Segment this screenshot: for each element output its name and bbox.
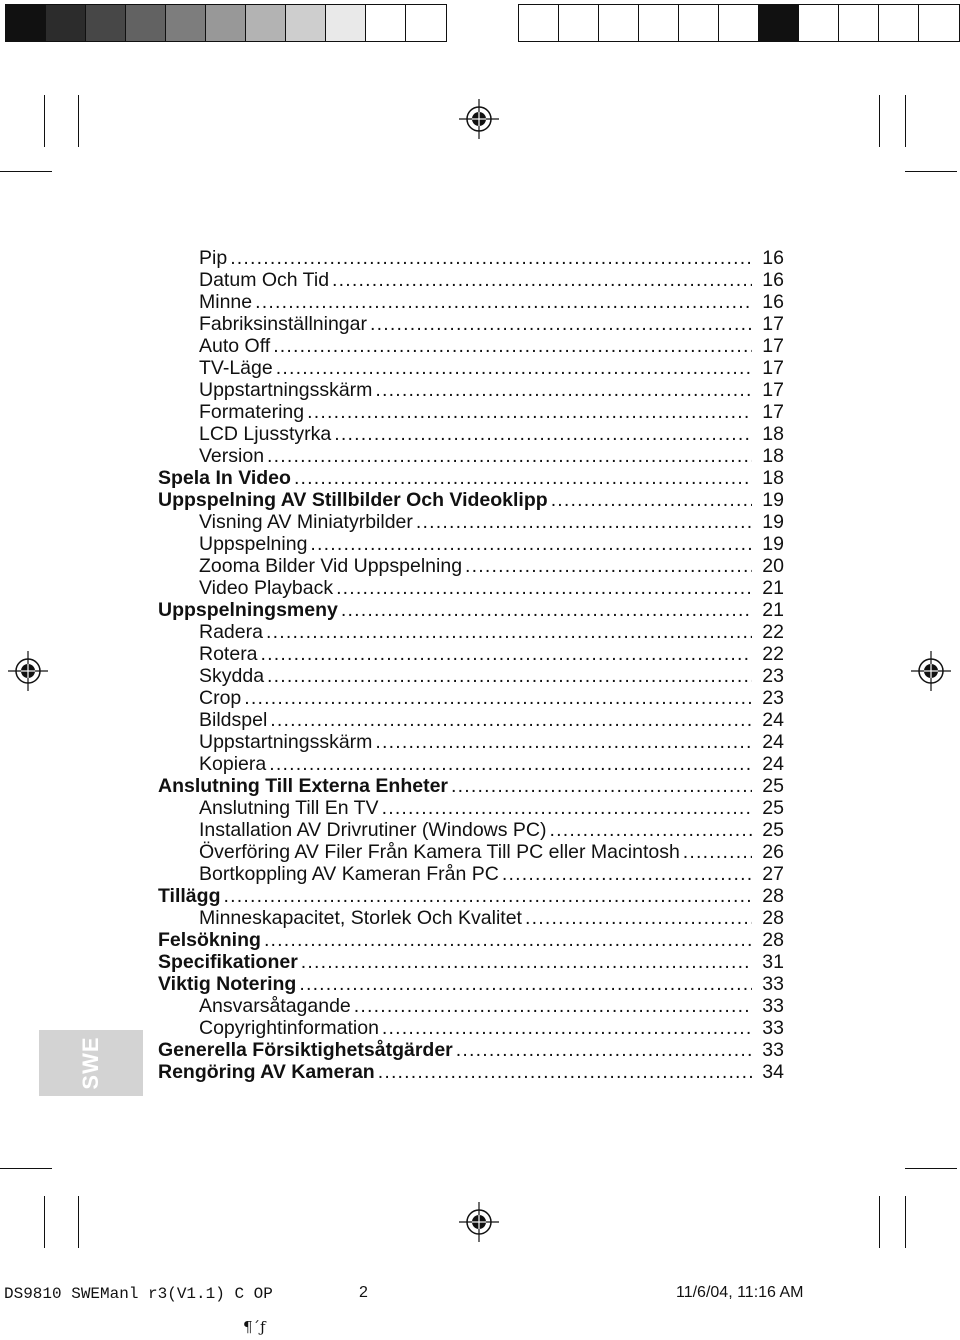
calibration-swatch [799, 5, 839, 41]
toc-entry-title: Tillägg [158, 885, 221, 907]
toc-entry-page: 19 [762, 533, 784, 555]
toc-entry-page: 25 [762, 797, 784, 819]
toc-leader-dots [276, 357, 752, 379]
toc-entry-page: 16 [762, 269, 784, 291]
toc-entry-page: 21 [762, 577, 784, 599]
toc-leader-dots [525, 907, 752, 929]
calibration-swatch [599, 5, 639, 41]
toc-leader-dots [301, 951, 752, 973]
crop-mark [905, 171, 957, 172]
toc-leader-dots [551, 489, 752, 511]
calibration-swatch [639, 5, 679, 41]
crop-mark [905, 95, 906, 147]
footer-page-number: 2 [359, 1284, 368, 1301]
toc-entry-page: 33 [762, 995, 784, 1017]
toc-entry[interactable] [158, 467, 784, 489]
toc-entry-title: Version [199, 445, 265, 467]
toc-entry-page: 18 [762, 423, 784, 445]
toc-entry-title: Specifikationer [158, 951, 298, 973]
toc-leader-dots [336, 577, 752, 599]
toc-entry-page: 22 [762, 643, 784, 665]
toc-entry[interactable] [158, 313, 784, 335]
crop-mark [78, 95, 79, 147]
toc-entry-page: 18 [762, 445, 784, 467]
toc-entry[interactable] [158, 423, 784, 445]
toc-entry[interactable] [158, 511, 784, 533]
toc-leader-dots [269, 753, 752, 775]
toc-leader-dots [416, 511, 752, 533]
toc-entry[interactable] [158, 929, 784, 951]
toc-entry[interactable] [158, 291, 784, 313]
toc-leader-dots [266, 621, 752, 643]
toc-entry-page: 33 [762, 1039, 784, 1061]
toc-entry[interactable] [158, 709, 784, 731]
calibration-swatch [366, 5, 406, 41]
calibration-swatch [206, 5, 246, 41]
toc-entry[interactable] [158, 995, 784, 1017]
calibration-swatch [246, 5, 286, 41]
toc-entry-title: Viktig Notering [158, 973, 297, 995]
toc-leader-dots [334, 423, 752, 445]
toc-leader-dots [341, 599, 752, 621]
toc-entry-title: Minne [199, 291, 253, 313]
toc-entry-page: 23 [762, 665, 784, 687]
crop-mark [44, 1196, 45, 1248]
calibration-swatch [406, 5, 446, 41]
toc-entry-title: Datum Och Tid [199, 269, 330, 291]
toc-entry-title: Installation AV Drivrutiner (Windows PC) [199, 819, 547, 841]
toc-entry-title: Bildspel [199, 709, 268, 731]
toc-entry-title: Pip [199, 247, 228, 269]
toc-entry-title: LCD Ljusstyrka [199, 423, 332, 445]
toc-entry[interactable] [158, 445, 784, 467]
toc-entry[interactable] [158, 753, 784, 775]
toc-entry[interactable] [158, 489, 784, 511]
toc-leader-dots [451, 775, 752, 797]
toc-entry-page: 22 [762, 621, 784, 643]
toc-entry[interactable] [158, 1039, 784, 1061]
calibration-swatch [326, 5, 366, 41]
toc-entry-title: Radera [199, 621, 263, 643]
toc-entry-title: Uppspelningsmeny [158, 599, 338, 621]
toc-entry-title: Fabriksinställningar [199, 313, 367, 335]
calibration-swatch [166, 5, 206, 41]
toc-entry[interactable] [158, 379, 784, 401]
toc-entry-title: Crop [199, 687, 242, 709]
toc-leader-dots [270, 709, 752, 731]
grayscale-calibration-strip [5, 4, 447, 42]
crop-mark [0, 1168, 52, 1169]
toc-entry-title: Zooma Bilder Vid Uppspelning [199, 555, 463, 577]
calibration-swatch [86, 5, 126, 41]
registration-mark-icon [459, 1202, 499, 1242]
toc-leader-dots [502, 863, 752, 885]
crop-mark [879, 95, 880, 147]
calibration-swatch [6, 5, 46, 41]
toc-entry-title: Minneskapacitet, Storlek Och Kvalitet [199, 907, 522, 929]
toc-entry[interactable] [158, 885, 784, 907]
toc-leader-dots [332, 269, 752, 291]
toc-leader-dots [299, 973, 752, 995]
toc-entry[interactable] [158, 973, 784, 995]
toc-entry[interactable] [158, 863, 784, 885]
toc-leader-dots [375, 379, 752, 401]
toc-entry[interactable] [158, 247, 784, 269]
toc-entry-page: 33 [762, 1017, 784, 1039]
toc-leader-dots [378, 1061, 752, 1083]
toc-leader-dots [244, 687, 752, 709]
calibration-swatch [559, 5, 599, 41]
crop-mark [44, 95, 45, 147]
toc-leader-dots [382, 1017, 752, 1039]
toc-entry-page: 18 [762, 467, 784, 489]
table-of-contents [158, 247, 784, 1083]
toc-entry[interactable] [158, 357, 784, 379]
toc-entry[interactable] [158, 665, 784, 687]
toc-entry-page: 31 [762, 951, 784, 973]
toc-entry[interactable] [158, 599, 784, 621]
toc-entry[interactable] [158, 1061, 784, 1083]
toc-entry-page: 27 [762, 863, 784, 885]
toc-entry[interactable] [158, 797, 784, 819]
color-calibration-strip [518, 4, 960, 42]
toc-leader-dots [310, 533, 752, 555]
calibration-swatch [879, 5, 919, 41]
calibration-swatch [919, 5, 959, 41]
toc-entry[interactable] [158, 841, 784, 863]
toc-entry-page: 24 [762, 709, 784, 731]
toc-entry-title: Rotera [199, 643, 258, 665]
toc-entry-title: Uppspelning [199, 533, 308, 555]
toc-entry-title: Generella Försiktighetsåtgärder [158, 1039, 453, 1061]
toc-entry[interactable] [158, 951, 784, 973]
toc-entry-page: 21 [762, 599, 784, 621]
crop-mark [905, 1196, 906, 1248]
registration-mark-icon [459, 99, 499, 139]
toc-entry-title: Ansvarsåtagande [199, 995, 351, 1017]
toc-entry[interactable] [158, 335, 784, 357]
toc-leader-dots [255, 291, 752, 313]
toc-leader-dots [261, 643, 752, 665]
toc-entry-page: 33 [762, 973, 784, 995]
calibration-swatch [46, 5, 86, 41]
toc-entry-page: 16 [762, 247, 784, 269]
toc-entry[interactable] [158, 687, 784, 709]
toc-entry-page: 28 [762, 885, 784, 907]
toc-entry[interactable] [158, 621, 784, 643]
toc-entry[interactable] [158, 1017, 784, 1039]
toc-entry-title: Formatering [199, 401, 305, 423]
toc-entry[interactable] [158, 555, 784, 577]
toc-entry-page: 24 [762, 731, 784, 753]
toc-entry-page: 25 [762, 819, 784, 841]
toc-entry-page: 23 [762, 687, 784, 709]
toc-entry-title: Anslutning Till Externa Enheter [158, 775, 449, 797]
calibration-swatch [519, 5, 559, 41]
calibration-swatch [286, 5, 326, 41]
toc-leader-dots [273, 335, 752, 357]
calibration-swatch [126, 5, 166, 41]
toc-entry[interactable] [158, 401, 784, 423]
footer-glyph: ¶´ƒ [243, 1318, 266, 1336]
toc-entry[interactable] [158, 819, 784, 841]
toc-leader-dots [267, 665, 752, 687]
toc-leader-dots [382, 797, 752, 819]
toc-entry[interactable] [158, 533, 784, 555]
toc-entry-title: Rengöring AV Kameran [158, 1061, 375, 1083]
toc-entry-page: 25 [762, 775, 784, 797]
toc-leader-dots [456, 1039, 752, 1061]
footer-date: 11/6/04, 11:16 AM [676, 1284, 804, 1301]
toc-entry-page: 17 [762, 401, 784, 423]
toc-entry-page: 17 [762, 313, 784, 335]
toc-entry-title: Visning AV Miniatyrbilder [199, 511, 413, 533]
toc-leader-dots [375, 731, 752, 753]
toc-entry[interactable] [158, 907, 784, 929]
toc-entry-title: Video Playback [199, 577, 334, 599]
toc-entry-title: Överföring AV Filer Från Kamera Till PC eller Macintosh [199, 841, 680, 863]
toc-entry-title: Uppstartningsskärm [199, 731, 373, 753]
registration-mark-icon [911, 651, 951, 691]
toc-leader-dots [294, 467, 752, 489]
toc-leader-dots [264, 929, 752, 951]
footer-file-code: DS9810 SWEManl r3(V1.1) C OP [4, 1285, 273, 1303]
toc-entry-title: Uppstartningsskärm [199, 379, 373, 401]
toc-leader-dots [307, 401, 752, 423]
toc-entry-page: 17 [762, 357, 784, 379]
toc-entry[interactable] [158, 577, 784, 599]
toc-entry-page: 19 [762, 489, 784, 511]
toc-entry-title: Uppspelning AV Stillbilder Och Videoklipp [158, 489, 548, 511]
crop-mark [0, 171, 52, 172]
toc-entry-page: 34 [762, 1061, 784, 1083]
toc-entry-page: 19 [762, 511, 784, 533]
calibration-swatch [679, 5, 719, 41]
toc-entry-page: 24 [762, 753, 784, 775]
calibration-swatch [759, 5, 799, 41]
toc-leader-dots [267, 445, 752, 467]
toc-entry-page: 28 [762, 929, 784, 951]
toc-leader-dots [230, 247, 752, 269]
language-tab-label: SWE [78, 1036, 103, 1090]
toc-entry[interactable] [158, 775, 784, 797]
toc-entry[interactable] [158, 269, 784, 291]
toc-entry-title: Kopiera [199, 753, 267, 775]
toc-entry-title: Felsökning [158, 929, 261, 951]
calibration-swatch [839, 5, 879, 41]
language-tab [39, 1030, 143, 1096]
toc-leader-dots [354, 995, 752, 1017]
toc-entry[interactable] [158, 731, 784, 753]
registration-mark-icon [8, 651, 48, 691]
calibration-swatch [719, 5, 759, 41]
toc-entry-page: 28 [762, 907, 784, 929]
toc-entry-title: Auto Off [199, 335, 271, 357]
toc-leader-dots [223, 885, 752, 907]
toc-entry-page: 26 [762, 841, 784, 863]
toc-entry-page: 16 [762, 291, 784, 313]
toc-leader-dots [370, 313, 752, 335]
toc-leader-dots [550, 819, 753, 841]
toc-entry-title: Anslutning Till En TV [199, 797, 379, 819]
toc-entry-title: Copyrightinformation [199, 1017, 379, 1039]
toc-entry[interactable] [158, 643, 784, 665]
toc-entry-title: TV-Läge [199, 357, 273, 379]
toc-entry-page: 17 [762, 335, 784, 357]
crop-mark [905, 1168, 957, 1169]
toc-leader-dots [465, 555, 752, 577]
toc-leader-dots [683, 841, 752, 863]
crop-mark [78, 1196, 79, 1248]
crop-mark [879, 1196, 880, 1248]
toc-entry-title: Skydda [199, 665, 265, 687]
toc-entry-page: 17 [762, 379, 784, 401]
toc-entry-title: Bortkoppling AV Kameran Från PC [199, 863, 499, 885]
toc-entry-page: 20 [762, 555, 784, 577]
toc-entry-title: Spela In Video [158, 467, 291, 489]
